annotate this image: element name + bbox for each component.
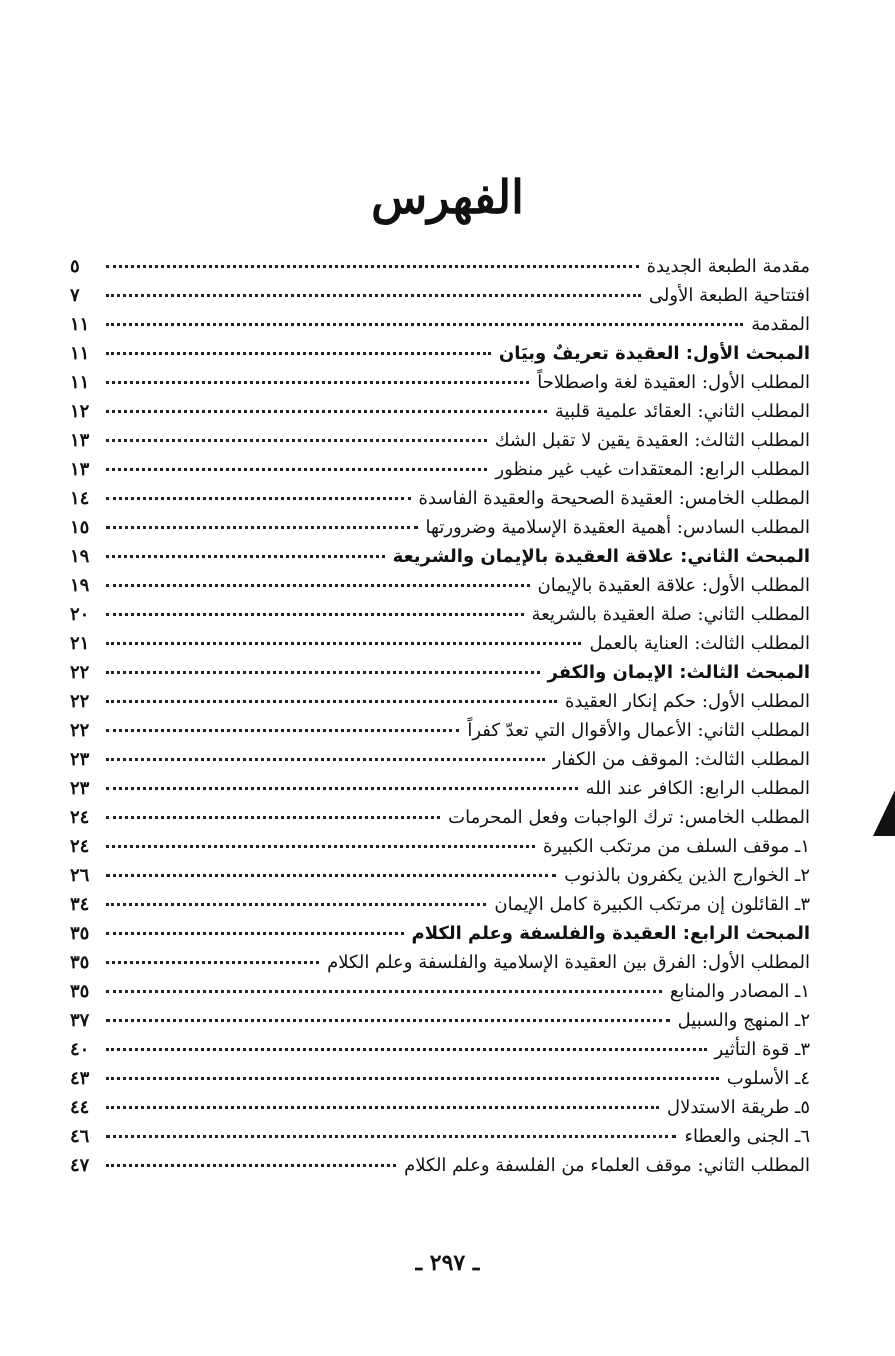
dot-leader [106, 294, 641, 297]
toc-entry [70, 716, 810, 745]
toc-entry-title: المبحث الثالث: الإيمان والكفر [547, 662, 810, 683]
toc-entry [70, 484, 810, 513]
toc-entry-title: مقدمة الطبعة الجديدة [646, 256, 810, 277]
dot-leader [106, 961, 319, 964]
toc-entry-title: المبحث الرابع: العقيدة والفلسفة وعلم الكلام [411, 923, 810, 944]
toc-entry-title: ١ـ موقف السلف من مرتكب الكبيرة [542, 836, 810, 857]
dot-leader [106, 381, 529, 384]
toc-entry [70, 1151, 810, 1180]
toc-entry-title: ٣ـ القائلون إن مرتكب الكبيرة كامل الإيمان [494, 894, 810, 915]
toc-entry-title: المطلب الرابع: المعتقدات غيب غير منظور [495, 459, 810, 480]
toc-entry [70, 774, 810, 803]
toc-entry-title: المطلب الأول: علاقة العقيدة بالإيمان [537, 575, 810, 596]
dot-leader [106, 787, 578, 790]
dot-leader [106, 410, 547, 413]
toc-entry [70, 455, 810, 484]
toc-entry-title: ٥ـ طريقة الاستدلال [667, 1097, 810, 1118]
toc-entry-page-number: ١٤ [70, 488, 90, 509]
dot-leader [106, 642, 581, 645]
dot-leader [106, 990, 662, 993]
toc-section-heading [70, 658, 810, 687]
toc-entry-page-number: ٢٣ [70, 778, 90, 799]
dot-leader [106, 323, 743, 326]
toc-entry-title: المطلب الثالث: الموقف من الكفار [552, 749, 810, 770]
toc-section-heading [70, 339, 810, 368]
toc-entry-title: ٢ـ المنهج والسبيل [677, 1010, 810, 1031]
toc-entry-title: المطلب الثالث: العقيدة يقين لا تقبل الشك [494, 430, 810, 451]
toc-entry-title: المطلب الثاني: موقف العلماء من الفلسفة وعلم الكلام [404, 1155, 810, 1176]
dot-leader [106, 1164, 396, 1167]
toc-entry-title: ٤ـ الأسلوب [726, 1068, 810, 1089]
toc-entry-page-number: ٤٣ [70, 1068, 90, 1089]
toc-entry-page-number: ٢٢ [70, 720, 90, 741]
toc-entry [70, 310, 810, 339]
toc-entry-page-number: ١١ [70, 343, 90, 364]
toc-entry-title: المطلب الأول: العقيدة لغة واصطلاحاً [537, 372, 810, 393]
dot-leader [106, 613, 524, 616]
toc-entry-page-number: ٢٠ [70, 604, 90, 625]
dot-leader [106, 671, 540, 674]
toc-entry-page-number: ١٥ [70, 517, 90, 538]
toc-entry-page-number: ٤٧ [70, 1155, 90, 1176]
toc-entry [70, 803, 810, 832]
toc-entry-page-number: ١٩ [70, 546, 90, 567]
dot-leader [106, 265, 639, 268]
dot-leader [106, 468, 487, 471]
dot-leader [106, 439, 487, 442]
toc-entry [70, 281, 810, 310]
toc-entry-page-number: ٤٤ [70, 1097, 90, 1118]
toc-entry-title: المطلب الرابع: الكافر عند الله [585, 778, 810, 799]
toc-entry [70, 1035, 810, 1064]
dot-leader [106, 700, 557, 703]
toc-entry-page-number: ٣٧ [70, 1010, 90, 1031]
toc-entry-title: المطلب الخامس: العقيدة الصحيحة والعقيدة الفاسدة [418, 488, 810, 509]
toc-entry [70, 861, 810, 890]
toc-entry-page-number: ٤٦ [70, 1126, 90, 1147]
table-of-contents [70, 252, 810, 1180]
toc-entry-title: ٢ـ الخوارج الذين يكفرون بالذنوب [564, 865, 810, 886]
toc-entry-title: ١ـ المصادر والمنابع [669, 981, 810, 1002]
toc-entry-title: المطلب الثاني: العقائد علمية قلبية [554, 401, 810, 422]
dot-leader [106, 584, 530, 587]
toc-entry-title: المطلب الثاني: الأعمال والأقوال التي تعدّ كفراً [467, 720, 810, 741]
dot-leader [106, 526, 418, 529]
toc-entry-page-number: ٣٥ [70, 952, 90, 973]
toc-entry-page-number: ٢٣ [70, 749, 90, 770]
toc-entry-page-number: ١٣ [70, 430, 90, 451]
toc-entry [70, 368, 810, 397]
dot-leader [106, 845, 535, 848]
toc-entry-page-number: ٢٦ [70, 865, 90, 886]
edge-mark-decoration [873, 790, 895, 836]
toc-entry-title: المطلب الأول: حكم إنكار العقيدة [564, 691, 810, 712]
toc-section-heading [70, 542, 810, 571]
dot-leader [106, 729, 459, 732]
toc-entry-title: المبحث الثاني: علاقة العقيدة بالإيمان والشريعة [392, 546, 810, 567]
toc-entry [70, 1064, 810, 1093]
toc-entry-page-number: ٣٥ [70, 981, 90, 1002]
dot-leader [106, 1077, 719, 1080]
dot-leader [106, 497, 411, 500]
dot-leader [106, 1135, 676, 1138]
toc-entry-page-number: ٢٤ [70, 807, 90, 828]
toc-entry-title: افتتاحية الطبعة الأولى [648, 285, 810, 306]
toc-entry-page-number: ٣٤ [70, 894, 90, 915]
toc-entry-page-number: ٥ [70, 256, 80, 277]
page-title: الفهرس [371, 170, 524, 224]
dot-leader [106, 932, 404, 935]
toc-entry [70, 397, 810, 426]
toc-entry [70, 513, 810, 542]
toc-entry-page-number: ٢١ [70, 633, 90, 654]
toc-entry-title: المطلب السادس: أهمية العقيدة الإسلامية وضرورتها [425, 517, 810, 538]
toc-entry [70, 1093, 810, 1122]
toc-entry-title: المقدمة [751, 314, 810, 335]
toc-entry-page-number: ٣٥ [70, 923, 90, 944]
toc-entry-title: المطلب الخامس: ترك الواجبات وفعل المحرمات [448, 807, 810, 828]
toc-entry-title: المطلب الثاني: صلة العقيدة بالشريعة [531, 604, 810, 625]
toc-entry-page-number: ١١ [70, 314, 90, 335]
toc-entry-title: المبحث الأول: العقيدة تعريفٌ وبيَان [498, 343, 810, 364]
toc-entry-page-number: ١٢ [70, 401, 90, 422]
toc-entry-page-number: ٤٠ [70, 1039, 90, 1060]
toc-entry [70, 687, 810, 716]
toc-entry-page-number: ٢٤ [70, 836, 90, 857]
toc-entry-title: ٦ـ الجنى والعطاء [684, 1126, 810, 1147]
toc-entry [70, 948, 810, 977]
toc-entry [70, 1122, 810, 1151]
toc-section-heading [70, 919, 810, 948]
dot-leader [106, 352, 491, 355]
page-number: ـ ٢٩٧ ـ [415, 1250, 480, 1276]
toc-entry [70, 629, 810, 658]
toc-entry-page-number: ١١ [70, 372, 90, 393]
toc-entry-page-number: ١٣ [70, 459, 90, 480]
toc-entry-page-number: ٧ [70, 285, 80, 306]
toc-entry [70, 832, 810, 861]
toc-entry-page-number: ٢٢ [70, 662, 90, 683]
dot-leader [106, 555, 385, 558]
toc-entry [70, 252, 810, 281]
toc-entry-title: المطلب الثالث: العناية بالعمل [589, 633, 810, 654]
toc-entry [70, 745, 810, 774]
dot-leader [106, 1019, 670, 1022]
dot-leader [106, 758, 545, 761]
toc-entry [70, 426, 810, 455]
toc-entry [70, 600, 810, 629]
toc-entry [70, 890, 810, 919]
toc-entry-title: ٣ـ قوة التأثير [714, 1039, 810, 1060]
dot-leader [106, 903, 486, 906]
dot-leader [106, 874, 556, 877]
dot-leader [106, 816, 440, 819]
dot-leader [106, 1106, 659, 1109]
dot-leader [106, 1048, 707, 1051]
toc-entry-page-number: ٢٢ [70, 691, 90, 712]
toc-entry-page-number: ١٩ [70, 575, 90, 596]
toc-entry [70, 571, 810, 600]
toc-entry [70, 977, 810, 1006]
toc-entry-title: المطلب الأول: الفرق بين العقيدة الإسلامية والفلسفة وعلم الكلام [327, 952, 810, 973]
toc-entry [70, 1006, 810, 1035]
